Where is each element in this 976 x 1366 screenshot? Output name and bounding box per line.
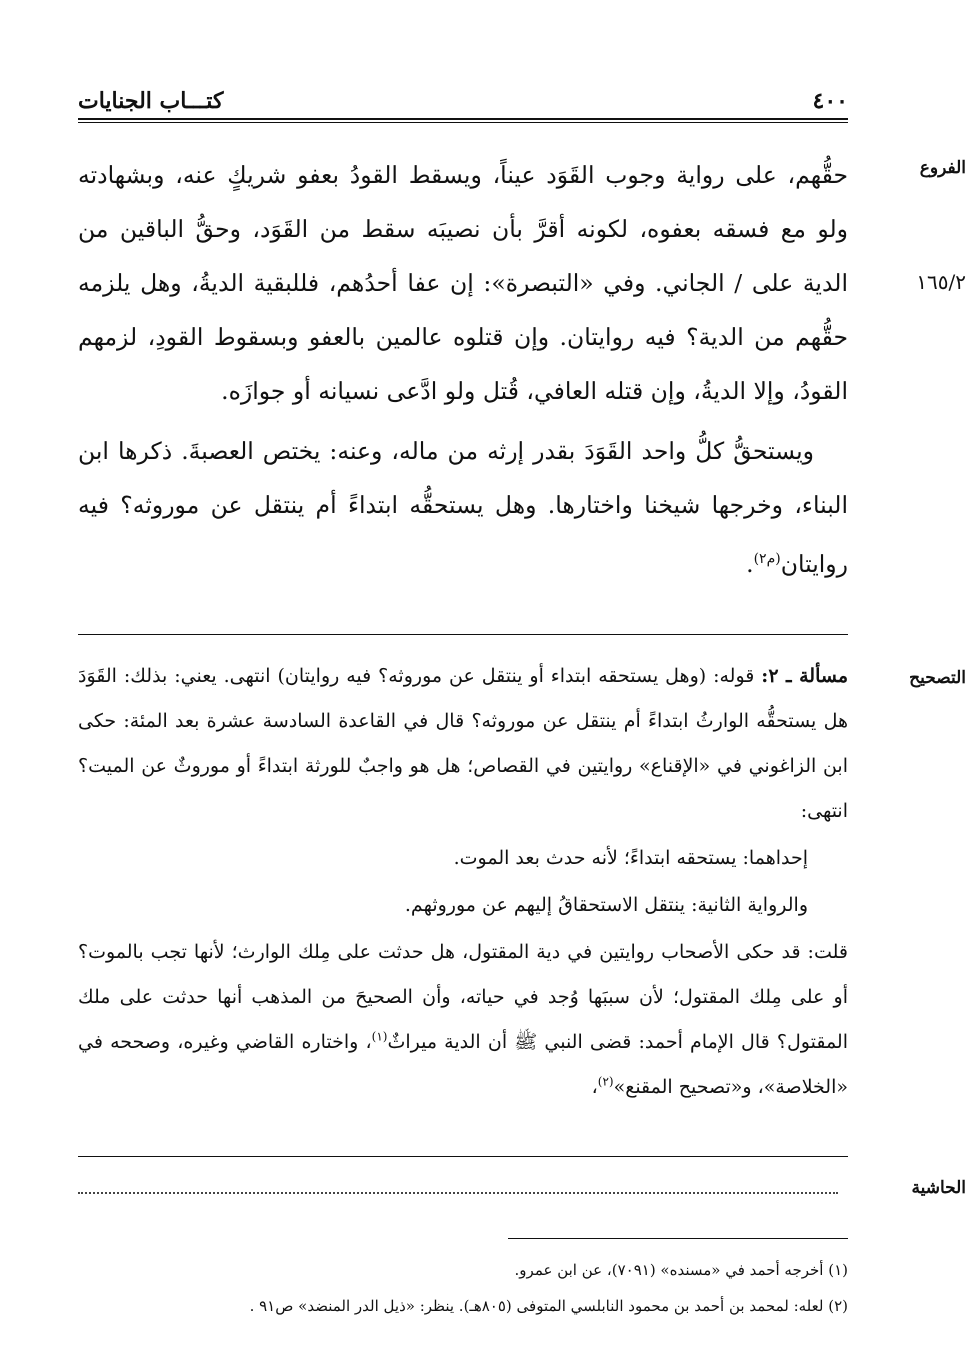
main-text (78, 148, 848, 591)
footnote-ref-2: (٢) (597, 1074, 614, 1089)
correction-section (78, 654, 848, 1110)
footnote-rule (508, 1238, 848, 1239)
issue-label: مسألة ـ ٢: (761, 665, 848, 687)
main-paragraph-2-text: ويستحقُّ كلُّ واحد القَوَدَ بقدر إرثه من ماله، وعنه: يختص العصبةَ. ذكرها ابن البناء، وخرجها شيخنا واختارها. وهل يستحقُّه ابتداءً أم ينتقل عن موروثه؟ فيه روايتان (78, 437, 848, 578)
main-paragraph-2-end: . (746, 549, 754, 578)
page-number: ٤٠٠ (812, 88, 848, 114)
main-paragraph-1: حقُّهم، على رواية وجوب القَوَد عيناً، ويسقط القودُ بعفو شريكٍ عنه، وبشهادته ولو مع فسقه بعفوه، لكونه أقرَّ بأن نصيبَه سقط من القَوَد، وحقُّ الباقين من الدية على / الجاني. وفي «التبصرة»: إن عفا أحدُهم، فللبقية الديةُ، وهل يلزمه حقُّهم من الدية؟ فيه روايتان. وإن قتلوه عالمين بالعفو وبسقوط القودِ، لزمهم القودُ، وإلا الديةُ، وإن قتله العافي، قُتل ولو ادَّعى نسيانه أو جوازَه. (78, 161, 848, 405)
margin-volume-page: ١٦٥/٢ (916, 270, 966, 294)
page-header (78, 80, 848, 114)
footnote-1: (١) أخرجه أحمد في «مسنده» (٧٠٩١)، عن ابن عمرو. (514, 1261, 848, 1279)
correction-paragraph-1 (78, 654, 848, 834)
margin-label-tashih: التصحيح (909, 668, 966, 688)
correction-text-4-end: ، (591, 1076, 598, 1098)
footnote-ref-1: (١) (371, 1029, 388, 1044)
footnotes (78, 1252, 848, 1324)
main-paragraph-2 (78, 424, 848, 591)
margin-label-furu: الفروع (919, 158, 966, 178)
correction-paragraph-4 (78, 930, 848, 1110)
section-divider (78, 634, 848, 635)
hashiya-dotted-line (78, 1180, 838, 1194)
correction-paragraph-2: إحداهما: يستحقه ابتداءً؛ لأنه حدث بعد الموت. (453, 847, 808, 869)
correction-paragraph-3: والرواية الثانية: ينتقل الاستحقاقُ إليهم عن موروثهم. (404, 894, 808, 916)
header-rule-thin (78, 122, 848, 123)
correction-text-4-mid: ، واختاره القاضي وغيره، وصححه في «الخلاصة»، و«تصحيح المقنع» (78, 1031, 848, 1098)
reference-mark: (م٢) (753, 551, 781, 567)
section-divider-2 (78, 1156, 848, 1157)
book-title: كتـــاب الجنايات (78, 88, 224, 114)
correction-text-4: قلت: قد حكى الأصحاب روايتين في دية المقتول، هل حدثت على مِلك الوارث؛ لأنها تجب بالموت؟ أو على مِلك المقتول؛ لأن سببَها وُجد في حياته، وأن الصحيحَ من المذهب أنها حدثت على ملك المقتول؟ قال الإمام أحمد: قضى النبي ﷺ أن الدية ميراثٌ (78, 941, 848, 1053)
header-rule (78, 118, 848, 120)
footnote-2: (٢) لعله: لمحمد بن أحمد بن محمود النابلسي المتوفى (٨٠٥هـ). ينظر: «ذيل الدر المنضد» ص٩١ . (249, 1297, 848, 1315)
correction-text-1: قوله: (وهل يستحقه ابتداء أو ينتقل عن موروثه؟ فيه روايتان) انتهى. يعني: بذلك: القَوَدَ هل يستحقُّه الوارثُ ابتداءً أم ينتقل عن موروثه؟ قال في القاعدة السادسة عشرة بعد المئة: حكى ابن الزاغوني في «الإقناع» روايتين في القصاص؛ هل هو واجبٌ للورثة ابتداءً أو موروثٌ عن الميت؟ انتهى: (78, 665, 848, 822)
margin-label-hashiya: الحاشية (911, 1178, 966, 1198)
